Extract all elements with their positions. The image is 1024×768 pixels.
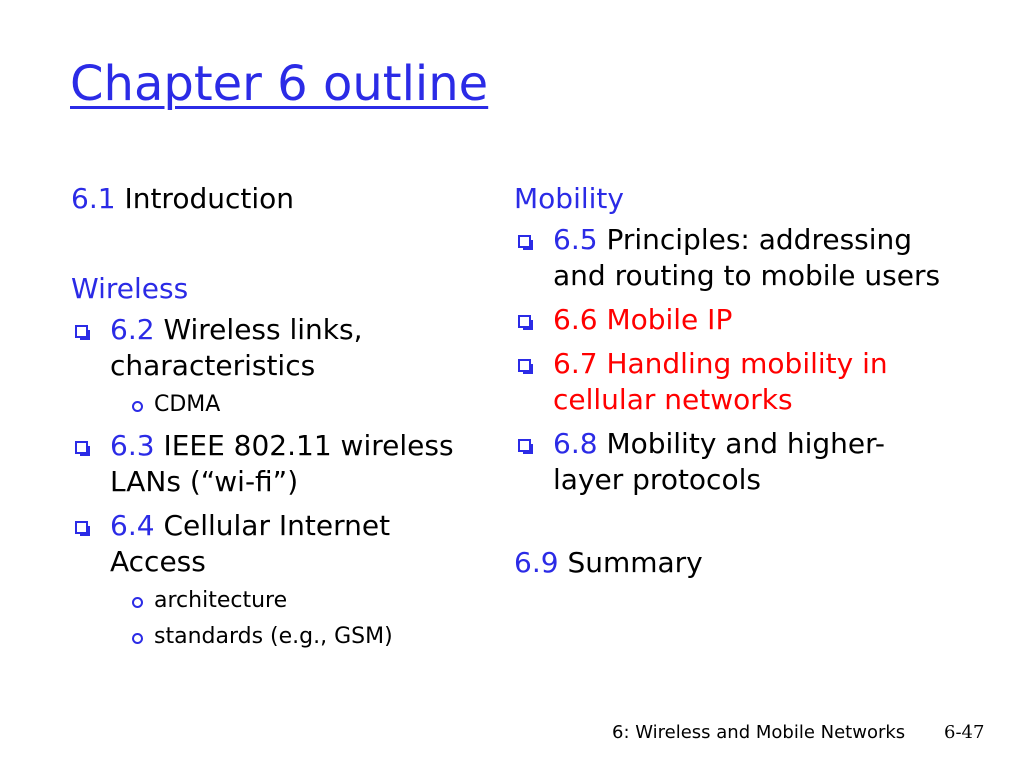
section-title: Mobility and higher-layer protocols [553,427,885,496]
right-column [514,180,954,582]
sub-item-text: CDMA [154,392,221,417]
section-number: 6.8 [553,427,598,460]
section-number: 6.5 [553,223,598,256]
circle-bullet-icon [132,401,143,412]
summary-line [514,544,954,582]
section-number: 6.3 [110,429,155,462]
section-number: 6.7 [553,347,598,380]
section-number: 6.4 [110,509,155,542]
section-number: 6.6 [553,303,598,336]
sub-list-item [71,586,491,616]
sub-item-text: standards (e.g., GSM) [154,624,393,649]
box-bullet-icon [75,441,88,454]
box-bullet-icon [75,521,88,534]
box-bullet-icon [75,325,88,338]
list-item [71,508,491,580]
section-number: 6.2 [110,313,155,346]
mobility-heading: Mobility [514,182,624,215]
footer-title: 6: Wireless and Mobile Networks [612,722,906,743]
box-bullet-icon [518,359,531,372]
box-bullet-icon [518,315,531,328]
list-item [514,346,954,418]
list-item [514,222,954,294]
section-title: Principles: addressing and routing to mobile users [553,223,941,292]
list-item [71,428,491,500]
box-bullet-icon [518,235,531,248]
sub-item-text: architecture [154,588,288,613]
left-column [71,180,491,652]
list-item [514,426,954,498]
section-number: 6.9 [514,546,559,579]
section-title: Mobile IP [606,303,733,336]
sub-list-item [71,390,491,420]
intro-line [71,180,491,218]
section-title: Cellular Internet Access [110,509,391,578]
list-item [71,312,491,384]
section-title: IEEE 802.11 wireless LANs (“wi-fi”) [110,429,454,498]
wireless-heading: Wireless [71,272,189,305]
page-number: 6-47 [944,722,985,743]
sub-list-item [71,622,491,652]
box-bullet-icon [518,439,531,452]
section-title: Introduction [124,182,294,215]
section-title: Wireless links, characteristics [110,313,363,382]
circle-bullet-icon [132,633,143,644]
section-title: Summary [567,546,703,579]
section-number: 6.1 [71,182,116,215]
section-title: Handling mobility in cellular networks [553,347,888,416]
slide-title: Chapter 6 outline [70,56,489,112]
list-item [514,302,954,338]
circle-bullet-icon [132,597,143,608]
